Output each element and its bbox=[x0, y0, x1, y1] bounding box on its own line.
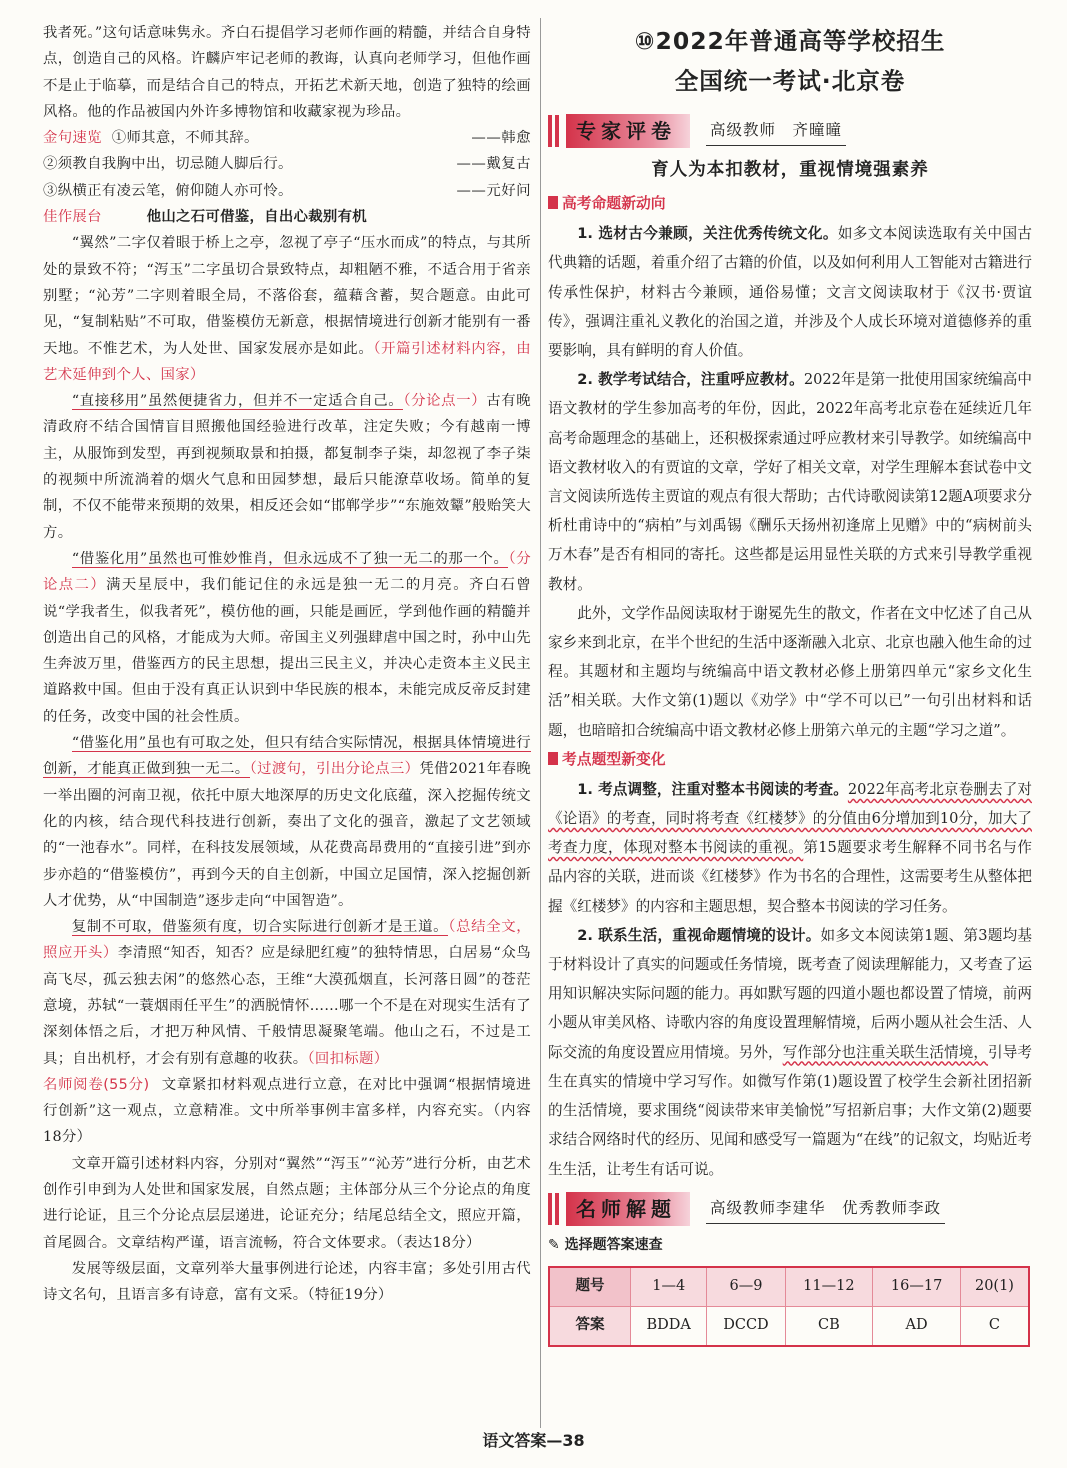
table-cell: 20(1) bbox=[960, 1267, 1029, 1307]
table-cell: BDDA bbox=[631, 1306, 707, 1346]
exam-title-line-1: ⑩2022年普通高等学校招生 bbox=[634, 27, 946, 55]
pencil-icon: ✎ bbox=[548, 1236, 565, 1253]
table-cell: 11—12 bbox=[785, 1267, 873, 1307]
paragraph: 2. 教学考试结合，注重呼应教材。2022年是第一批使用国家统编高中语文教材的学生参加高考的年份，因此，2022年高考北京卷在延续近几年高考命题理念的基础上，还积极探索通过呼应教材来引导教学。如统编高中语文教材收入的有贾谊的文章，学好了相关文章，对学生理解本套试卷中文言文阅读所选传主贾谊的观点有很大帮助；古代诗歌阅读第12题A项要求分析杜甫诗中的“病柏”与刘禹锡《酬乐天扬州初逢席上见赠》中的“病树前头万木春”是否有相同的寄托。这些都是运用显性关联的方式来引导教学重视教材。 bbox=[548, 371, 1032, 593]
right-column bbox=[548, 20, 1032, 1347]
quote-text: ②须教自我胸中出，切忌随人脚后行。 bbox=[43, 156, 293, 173]
review-subheading: 育人为本扣教材，重视情境强素养 bbox=[651, 160, 929, 180]
quote-text: ③纵横正有凌云笔，俯仰随人亦可怜。 bbox=[43, 182, 293, 199]
review-paragraph: 发展等级层面，文章列举大量事例进行论述，内容丰富；多处引用古代诗文名句，且语言多有诗意，富有文采。（特征19分） bbox=[43, 1260, 531, 1304]
annotation: （总结全文，照应开头） bbox=[43, 919, 531, 962]
section-heading: 考点题型新变化 bbox=[548, 745, 1032, 775]
paragraph: 1. 考点调整，注重对整本书阅读的考查。2022年高考北京卷删去了对《论语》的考查，同时将考查《红楼梦》的分值由6分增加到10分，加大了考查力度，体现对整本书阅读的重视。第15题要求考生解释不同书名与作品内容的关联，进而谈《红楼梦》作为书名的合理性，这需要考生从整体把握《红楼梦》的内容和主题思想，契合整本书阅读的学习任务。 bbox=[548, 780, 1032, 915]
table-cell: 6—9 bbox=[707, 1267, 785, 1307]
review-paragraph: 名师阅卷(55分) 文章紧扣材料观点进行立意，在对比中强调“根据情境进行创新”这一观点，立意精准。文中所举事例丰富多样，内容充实。（内容18分） bbox=[43, 1076, 531, 1146]
argument-point-2: “借鉴化用”虽然也可惟妙惟肖，但永远成不了独一无二的那一个。 bbox=[71, 550, 509, 567]
quote-row bbox=[43, 178, 531, 204]
answer-table bbox=[548, 1266, 1030, 1347]
table-cell: AD bbox=[873, 1306, 961, 1346]
paragraph: 1. 选材古今兼顾，关注优秀传统文化。如多文本阅读选取有关中国古代典籍的话题，着重介绍了古籍的价值，以及如何利用人工智能对古籍进行传承性保护，材料古今兼顾，通俗易懂；文言文阅读取材于《汉书·贾谊传》，强调注重礼义教化的治国之道，并涉及个人成长环境对道德修养的重要影响，具有鲜明的育人价值。 bbox=[548, 225, 1033, 360]
showcase-row bbox=[43, 204, 531, 230]
teacher-names: 高级教师李建华 优秀教师李政 bbox=[706, 1194, 945, 1224]
table-header-cell: 答案 bbox=[549, 1306, 631, 1346]
review-label: 名师阅卷(55分) bbox=[43, 1076, 150, 1093]
table-cell: 16—17 bbox=[873, 1267, 961, 1307]
column-divider bbox=[540, 18, 541, 1428]
quote-author: ——戴复古 bbox=[456, 156, 531, 173]
answers-heading: ✎ 选择题答案速查 bbox=[548, 1236, 663, 1253]
table-cell: CB bbox=[785, 1306, 873, 1346]
page-footer: 语文答案—38 bbox=[482, 1431, 585, 1450]
table-row bbox=[549, 1306, 1029, 1346]
table-cell: 1—4 bbox=[631, 1267, 707, 1307]
paragraph: 2. 联系生活，重视命题情境的设计。如多文本阅读第1题、第3题均基于材料设计了真实的问题或任务情境，既考查了阅读理解能力，又考查了运用知识解决实际问题的能力。再如默写题的四道小题也都设置了情境，前两小题从审美风格、诗歌内容的角度设置理解情境，后两小题从社会生活、人际交流的角度设置应用情境。另外，写作部分也注重关联生活情境，引导考生在真实的情境中学习写作。如微写作第(1)题设置了校学生会新社团招新的生活情境，要求围绕“阅读带来审美愉悦”写招新启事；大作文第(2)题要求结合网络时代的经历、见闻和感受写一篇题为“在线”的记叙文，均贴近考生生活，让考生有话可说。 bbox=[548, 926, 1033, 1178]
paragraph: 此外，文学作品阅读取材于谢冕先生的散文，作者在文中忆述了自己从家乡来到北京，在半个世纪的生活中逐渐融入北京、北京也融入他生命的过程。其题材和主题均与统编高中语文教材必修上册第四单元“家乡文化生活”相关联。大作文第(1)题以《劝学》中“学不可以已”一句引出材料和话题，也暗暗扣合统编高中语文教材必修上册第六单元的主题“学习之道”。 bbox=[548, 604, 1032, 739]
table-cell: C bbox=[960, 1306, 1029, 1346]
paragraph: “翼然”二字仅着眼于桥上之亭，忽视了亭子“压水而成”的特点，与其所处的景致不符；“泻玉”二字虽切合景致特点，却粗陋不雅，不适合用于省亲别墅；“沁芳”二字则着眼全局，不落俗套，蕴藉含蓄，契合题意。由此可见，“复制粘贴”不可取，借鉴模仿无新意，根据情境进行创新才能别有一番天地。不惟艺术，为人处世、国家发展亦是如此。（开篇引述材料内容，由艺术延伸到个人、国家） bbox=[43, 235, 531, 383]
paragraph: “借鉴化用”虽然也可惟妙惟肖，但永远成不了独一无二的那一个。（分论点二）满天星辰中，我们能记住的永远是独一无二的月亮。齐白石曾说“学我者生，似我者死”，模仿他的画，只能是画匠，学到他作画的精髓并创造出自己的风格，才能成为大师。帝国主义列强肆虐中国之时，孙中山先生奔波万里，借鉴西方的民主思想，提出三民主义，并决心走资本主义民主道路救中国。但由于没有真正认识到中华民族的根本，未能完成反帝反封建的任务，改变中国的社会性质。 bbox=[43, 550, 532, 725]
quotes-label: 金句速览 bbox=[43, 130, 102, 147]
showcase-label: 佳作展台 bbox=[43, 209, 102, 226]
banner-bars-icon bbox=[548, 1193, 562, 1225]
quote-row bbox=[43, 151, 531, 177]
paragraph: “直接移用”虽然便捷省力，但并不一定适合自己。（分论点一）古有晚清政府不结合国情盲目照搬他国经验进行改革，注定失败；今有越南一博主，从服饰到发型，再到视频取景和拍摄，都复制李子柒，却忽视了李子柒的视频中所流淌着的烟火气息和田园梦想，最后只能潦草收场。简单的复制，不仅不能带来预期的效果，相反还会如“邯郸学步”“东施效颦”般贻笑大方。 bbox=[43, 393, 531, 541]
reviewer-name: 高级教师 齐曈曈 bbox=[706, 116, 846, 146]
conclusion-sentence: 复制不可取，借鉴须有度，切合实际进行创新才是王道。 bbox=[71, 919, 449, 936]
banner-bars-icon bbox=[548, 115, 562, 147]
table-cell: DCCD bbox=[707, 1306, 785, 1346]
table-header-cell: 题号 bbox=[549, 1267, 631, 1307]
essay-title: 他山之石可借鉴，自出心裁别有机 bbox=[146, 209, 368, 226]
banner-label: 名师解题 bbox=[566, 1192, 690, 1226]
annotation: （回扣标题） bbox=[307, 1050, 389, 1067]
paragraph: “借鉴化用”虽也有可取之处，但只有结合实际情况，根据具体情境进行创新，才能真正做到独一无二。（过渡句，引出分论点三）凭借2021年春晚一举出圈的河南卫视，依托中原大地深厚的历史文化底蕴，深入挖掘传统文化的内核，结合现代科技进行创新，奏出了文化的强音，激起了文艺领域的“一池春水”。同样，在科技发展领域，从花费高昂费用的“直接引进”到亦步亦趋的“借鉴模仿”，再到今天的自主创新，中国立足国情，深入挖掘创新人才优势，从“中国制造”逐步走向“中国智造”。 bbox=[43, 735, 532, 909]
paragraph: 我者死。”这句话意味隽永。齐白石提倡学习老师作画的精髓，并结合自身特点，创造自己的风格。许麟庐牢记老师的教诲，认真向老师学习，但他作画不是止于临摹，而是结合自己的特点，开拓艺术新天地，创造了独特的绘画风格。他的作品被国内外许多博物馆和收藏家视为珍品。 bbox=[43, 25, 531, 120]
transition-sentence: “借鉴化用”虽也有可取之处，但只有结合实际情况，根据具体情境进行创新，才能真正做到独一无二。 bbox=[43, 735, 531, 778]
annotation: （分论点二） bbox=[43, 550, 532, 594]
banner-label: 专家评卷 bbox=[566, 114, 690, 148]
table-row bbox=[549, 1267, 1029, 1307]
argument-point-1: “直接移用”虽然便捷省力，但并不一定适合自己。 bbox=[71, 393, 404, 410]
quote-row bbox=[43, 125, 531, 151]
teacher-solution-banner bbox=[548, 1192, 1032, 1226]
annotation: （开篇引述材料内容，由艺术延伸到个人、国家） bbox=[43, 340, 531, 383]
quote-author: ——元好问 bbox=[456, 182, 531, 199]
review-paragraph: 文章开篇引述材料内容，分别对“翼然”“泻玉”“沁芳”进行分析，由艺术创作引申到为人处世和国家发展，自然点题；主体部分从三个分论点的角度进行论证，且三个分论点层层递进，论证充分；结尾总结全文，照应开篇，首尾圆合。文章结构严谨，语言流畅，符合文体要求。（表达18分） bbox=[43, 1155, 531, 1251]
left-column bbox=[43, 20, 531, 1309]
exam-title-line-2: 全国统一考试·北京卷 bbox=[674, 67, 906, 95]
section-heading: 高考命题新动向 bbox=[548, 189, 1032, 219]
expert-review-banner bbox=[548, 114, 1032, 148]
paragraph: 复制不可取，借鉴须有度，切合实际进行创新才是王道。（总结全文，照应开头）李清照“知否，知否？应是绿肥红瘦”的独特情思，白居易“众鸟高飞尽，孤云独去闲”的悠然心态，王维“大漠孤烟直，长河落日圆”的苍茫意境，苏轼“一蓑烟雨任平生”的洒脱情怀……哪一个不是在对现实生活有了深刻体悟之后，才把万种风情、千般情思凝聚笔端。他山之石，不过是工具；自出机杼，才会有别有意趣的收获。（回扣标题） bbox=[43, 919, 531, 1067]
annotation: （分论点一） bbox=[403, 393, 487, 410]
annotation: （过渡句，引出分论点三） bbox=[249, 761, 420, 778]
quote-author: ——韩愈 bbox=[471, 130, 531, 147]
quote-text: ①师其意，不师其辞。 bbox=[111, 130, 259, 147]
